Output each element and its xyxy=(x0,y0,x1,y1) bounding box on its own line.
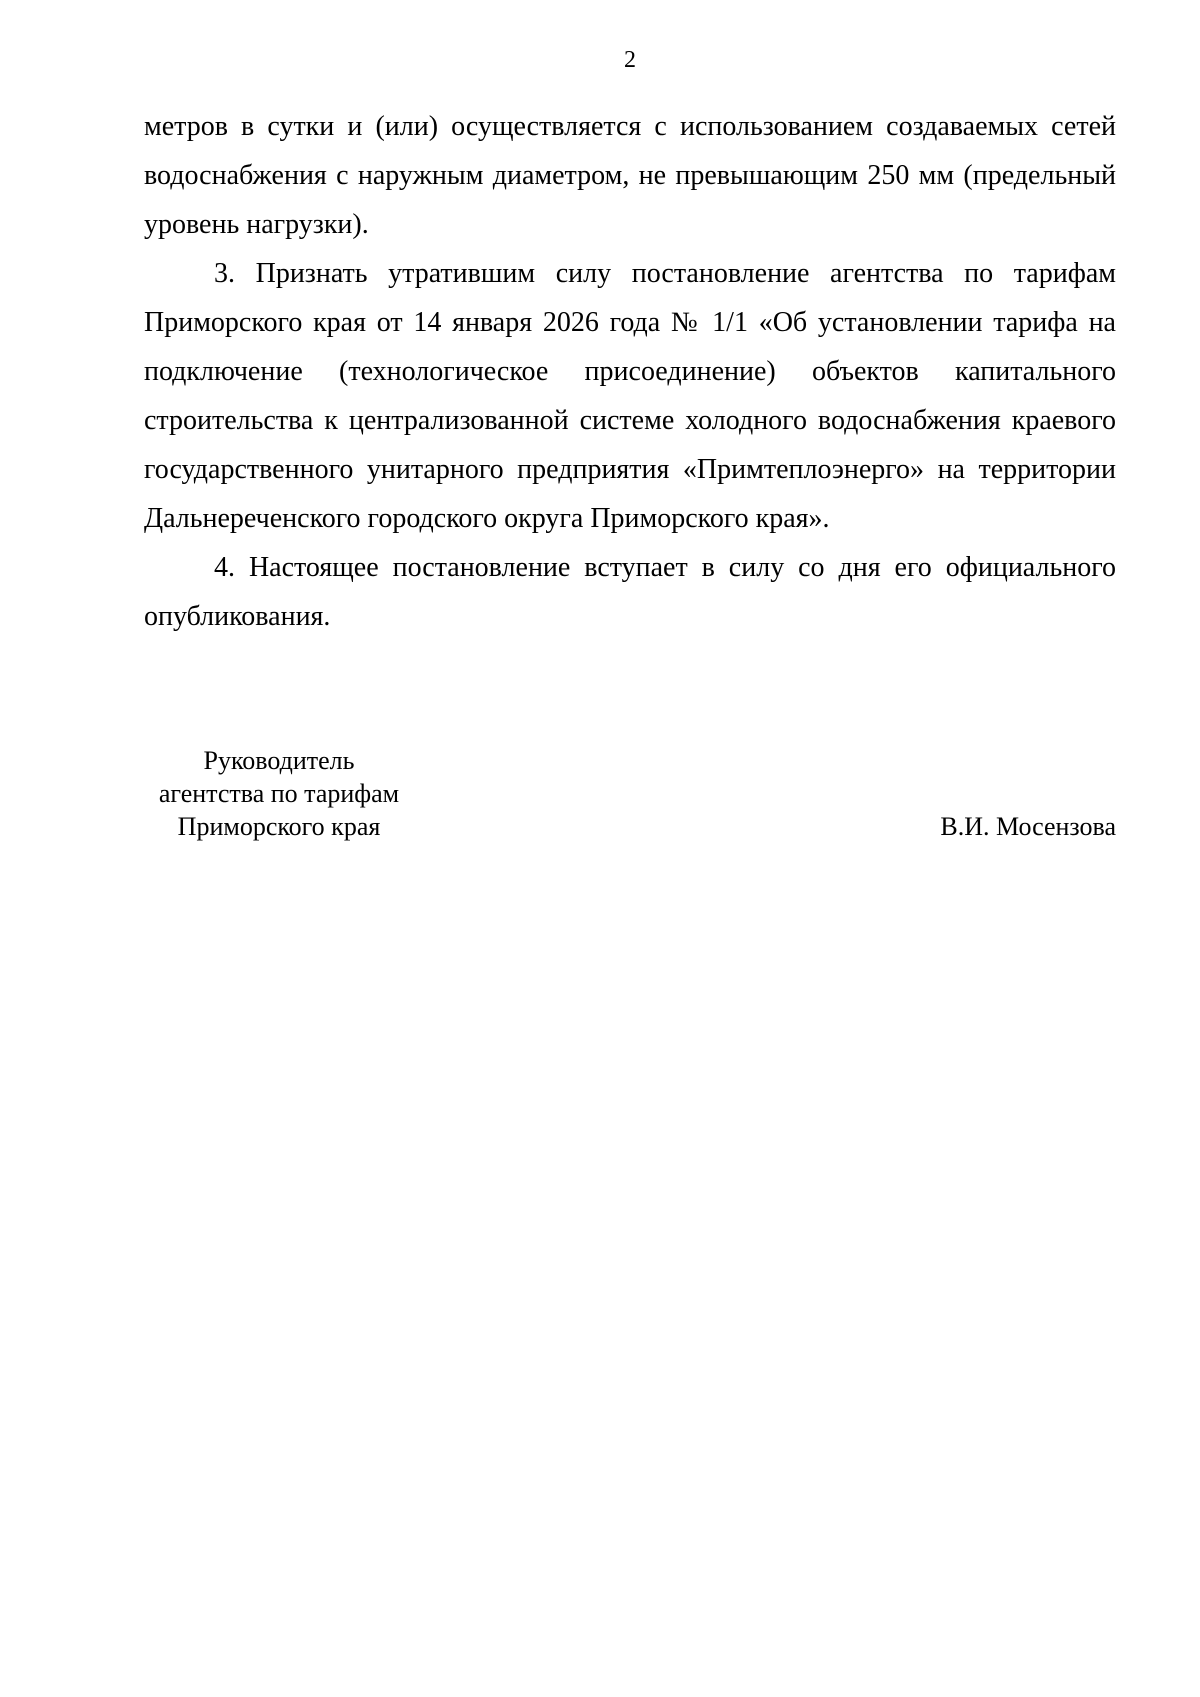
signatory-position-line-3: Приморского края xyxy=(177,812,381,841)
document-body xyxy=(144,102,1116,641)
signatory-position xyxy=(144,744,414,843)
signatory-position-line-2: агентства по тарифам xyxy=(158,779,400,808)
paragraph-item-4: 4. Настоящее постановление вступает в силу со дня его официального опубликования. xyxy=(144,552,1116,632)
paragraph-continuation: метров в сутки и (или) осуществляется с использованием создаваемых сетей водоснабжения с наружным диаметром, не превышающим 250 мм (предельный уровень нагрузки). xyxy=(144,111,1116,240)
page-number: 2 xyxy=(624,47,636,73)
signatory-name: В.И. Мосензова xyxy=(940,812,1116,841)
paragraph-item-3: 3. Признать утратившим силу постановление агентства по тарифам Приморского края от 14 января 2026 года № 1/1 «Об установлении тарифа на подключение (технологическое присоединение) объектов капитального строительства к централизованной системе холодного водоснабжения краевого государственного унитарного предприятия «Примтеплоэнерго» на территории Дальнереченского городского округа Приморского края». xyxy=(144,258,1116,534)
signatory-position-line-1: Руководитель xyxy=(203,746,355,775)
